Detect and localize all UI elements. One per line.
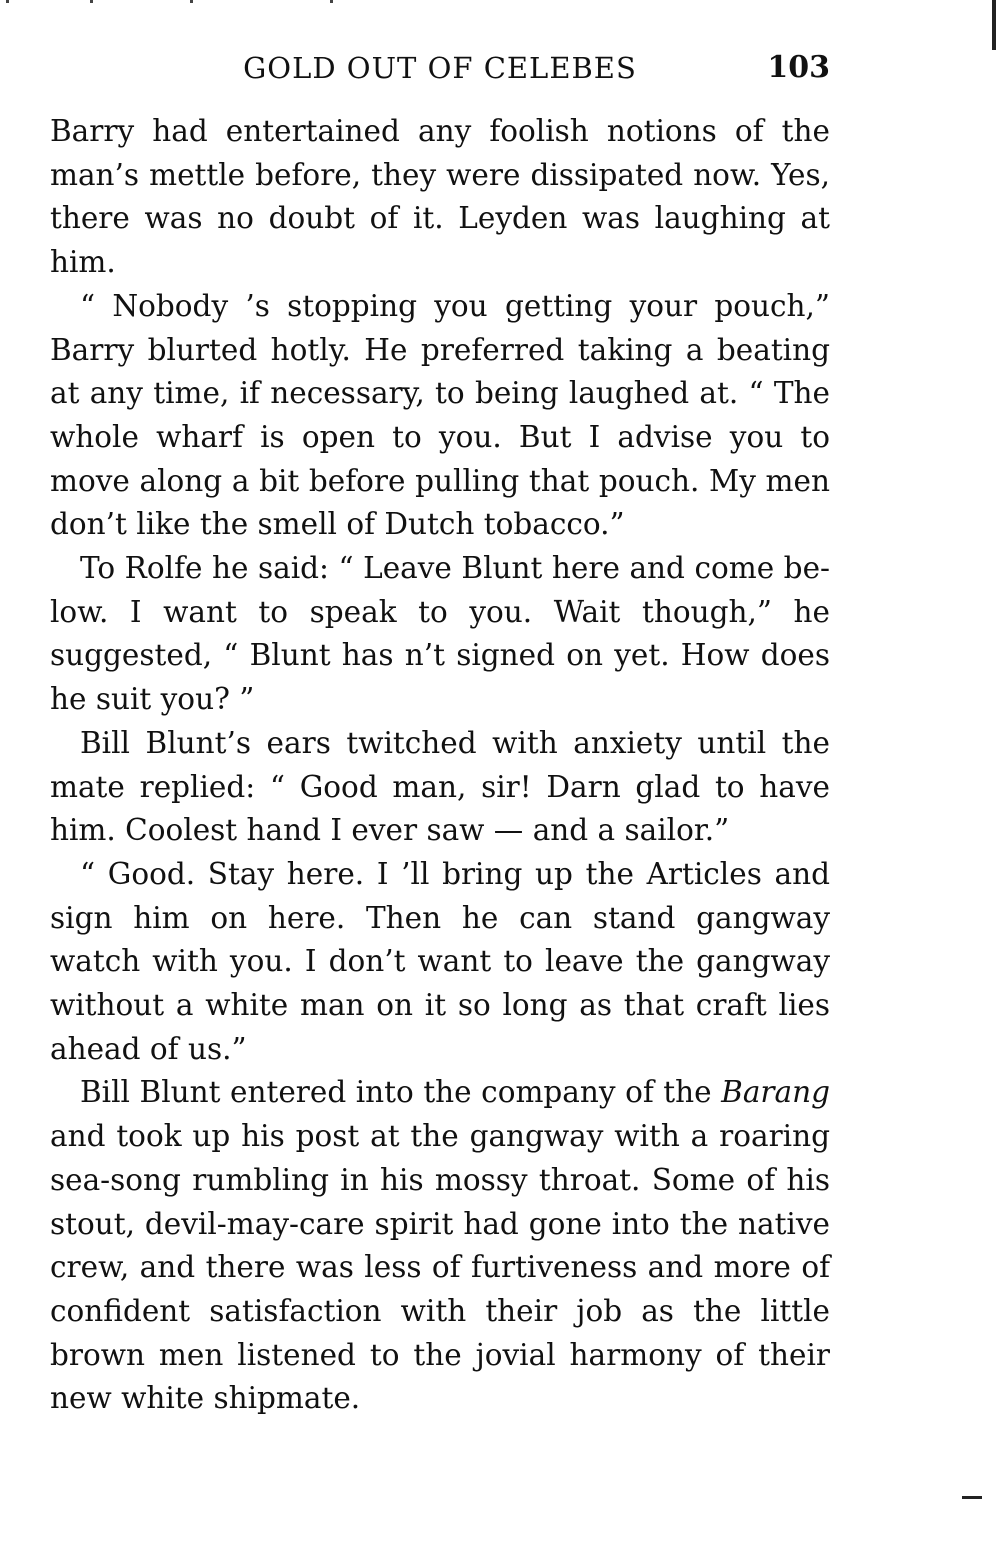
paragraph [50, 547, 830, 722]
scan-edge-dash [962, 1496, 982, 1499]
body-text [50, 110, 830, 1421]
book-page [50, 0, 830, 1547]
paragraph [50, 110, 830, 285]
scan-edge-mark [992, 0, 996, 50]
paragraph [50, 1071, 830, 1421]
paragraph-text: Bill Blunt’s ears twitched with anxiety until the mate replied: “ Good man, sir! Darn glad to have him. Coolest hand I ever saw — and a sailor.” [50, 725, 830, 848]
paragraph-text: To Rolfe he said: “ Leave Blunt here and come below. I want to speak to you. Wait though,” he suggested, “ Blunt has n’t signed on yet. How does he suit you? ” [50, 551, 830, 717]
paragraph [50, 722, 830, 853]
paragraph-text: Barry had entertained any foolish notions of the man’s mettle before, they were dissipated now. Yes, there was no doubt of it. Leyden was laughing at him. [50, 114, 830, 280]
running-head [50, 48, 830, 88]
paragraph-text: “ Nobody ’s stopping you getting your pouch,” Barry blurted hotly. He preferred taking a beating at any time, if necessary, to being laughed at. “ The whole wharf is open to you. But I advise you to move along a bit before pulling that pouch. My men don’t like the smell of Dutch tobacco.” [50, 288, 830, 542]
paragraph [50, 285, 830, 547]
speck [6, 0, 9, 3]
paragraph-text: and took up his post at the gangway with a roaring sea-song rumbling in his mossy throat. Some of his stout, devil-may-care spirit had gone into the native crew, and there was less of furtiveness and more of confident satisfaction with their job as the little brown men listened to the jovial harmony of their new white shipmate. [50, 1119, 830, 1416]
paragraph [50, 853, 830, 1072]
paragraph-text: Bill Blunt entered into the company of the [80, 1075, 722, 1110]
paragraph-text: “ Good. Stay here. I ’ll bring up the Articles and sign him on here. Then he can stand gangway watch with you. I don’t want to leave the gangway without a white man on it so long as that craft lies ahead of us.” [50, 856, 830, 1066]
page-number: 103 [767, 50, 830, 85]
ship-name: Barang [721, 1075, 830, 1110]
running-title: GOLD OUT OF CELEBES [243, 51, 637, 85]
